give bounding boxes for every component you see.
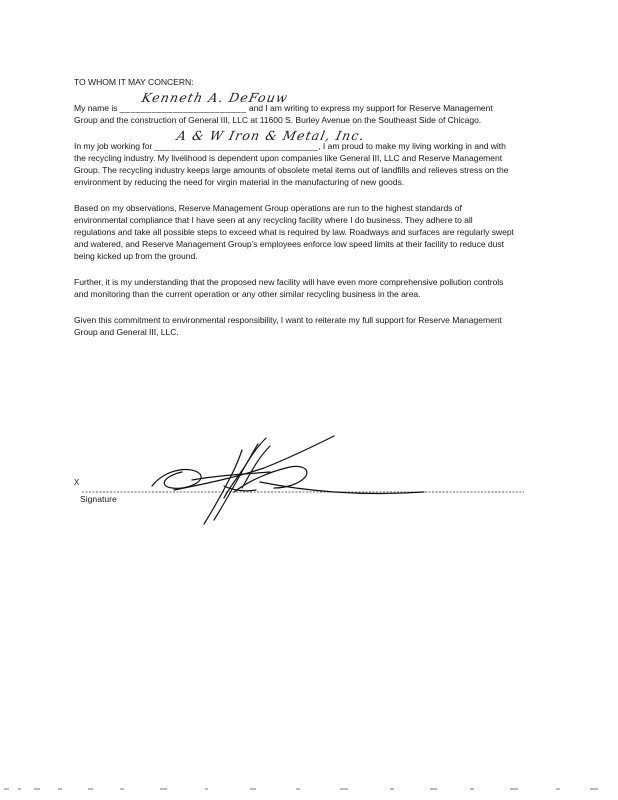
scan-artifact-strip — [0, 784, 618, 794]
handwritten-signature — [74, 428, 524, 528]
paragraph-new-facility: Further, it is my understanding that the proposed new facility will have even more comprehensive pollution controls and monitoring than the current operation or any other similar recycling business in the area. — [74, 277, 504, 299]
signature-block — [74, 428, 524, 528]
handwritten-company: A & W Iron & Metal, Inc. — [175, 128, 367, 143]
signature-label: Signature — [80, 494, 117, 504]
employment-prefix: In my job working for — [74, 141, 155, 151]
paragraph-observations: Based on my observations, Reserve Management Group operations are run to the highest standards of environmental compliance that I have seen at any recycling facility where I do business. They adhere to all regulations and take all possible steps to exceed what is required by law. Roadways and surfaces are regularly swept and watered, and Reserve Management Group’s employees enforce low speed limits at their facility to reduce dust being kicked up from the ground. — [74, 203, 514, 261]
company-fill-in — [154, 128, 367, 152]
salutation: TO WHOM IT MAY CONCERN: — [74, 77, 194, 87]
signature-x-mark: X — [74, 478, 80, 487]
company-blank-line: _______________________________ — [154, 141, 319, 151]
letter-body — [74, 76, 514, 352]
paragraph-closing: Given this commitment to environmental responsibility, I want to reiterate my full support for Reserve Management Group and General III, LLC. — [74, 315, 502, 337]
paragraph-employment — [74, 128, 514, 188]
intro-suffix: and I am writing to express my support for Reserve Management Group and the construction of General III, LLC at 11600 S. Burley Avenue on the Southeast Side of Chicago. — [74, 103, 493, 125]
name-fill-in — [119, 90, 290, 114]
employment-suffix: , I am proud to make my living working in and with the recycling industry. My livelihood is dependent upon companies like General III, LLC and Reserve Management Group. The recycling industry keeps large amounts of obsolete metal items out of landfills and relieves stress on the environment by reducing the need for virgin material in the manufacturing of new goods. — [74, 141, 509, 187]
intro-prefix: My name is — [74, 103, 120, 113]
handwritten-name: Kenneth A. DeFouw — [140, 90, 290, 105]
paragraph-introduction — [74, 90, 514, 126]
name-blank-line: ________________________ — [119, 103, 247, 113]
